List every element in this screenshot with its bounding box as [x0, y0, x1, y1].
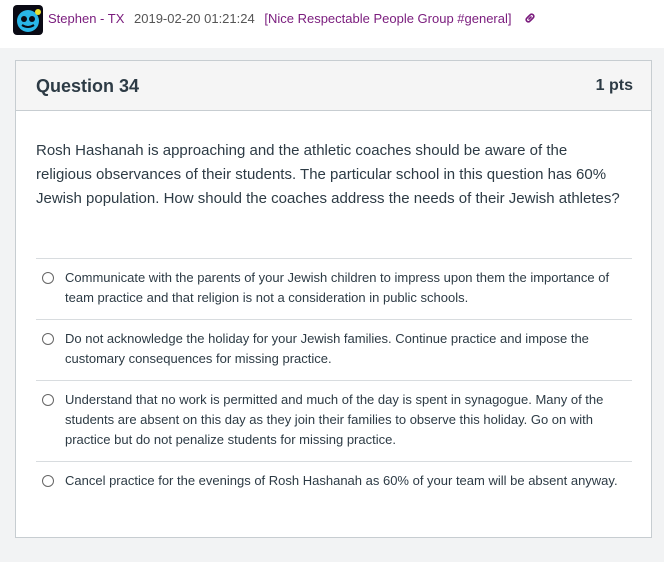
answer-label: Cancel practice for the evenings of Rosh Hashanah as 60% of your team will be absent anyway.: [65, 473, 618, 488]
radio-button[interactable]: [42, 272, 54, 284]
answer-label: Understand that no work is permitted and much of the day is spent in synagogue. Many of the students are absent on this day as they join their families to observe this holiday. Go on with practice but do not penalize students for missing practice.: [65, 392, 604, 447]
answer-option[interactable]: [36, 380, 632, 461]
radio-button[interactable]: [42, 333, 54, 345]
message-header: [0, 0, 664, 48]
answer-label: Do not acknowledge the holiday for your Jewish families. Continue practice and impose the customary consequences for missing practice.: [65, 331, 589, 366]
radio-button[interactable]: [42, 394, 54, 406]
author-name[interactable]: Stephen - TX: [48, 11, 125, 26]
question-text: Rosh Hashanah is approaching and the athletic coaches should be aware of the religious observances of their students. The particular school in this question has 60% Jewish population. How should the coaches address the needs of their Jewish athletes?: [36, 142, 620, 207]
question-points: 1 pts: [595, 77, 633, 94]
answer-label: Communicate with the parents of your Jewish children to impress upon them the importance of team practice and that religion is not a consideration in public schools.: [65, 270, 610, 305]
question-card: [15, 60, 652, 538]
avatar[interactable]: [13, 5, 43, 35]
answer-option[interactable]: [36, 258, 632, 319]
channel-link[interactable]: [Nice Respectable People Group #general]: [264, 11, 512, 26]
question-header: [16, 61, 651, 111]
question-title: Question 34: [36, 76, 140, 96]
timestamp: 2019-02-20 01:21:24: [134, 11, 255, 26]
answer-option[interactable]: [36, 319, 632, 380]
radio-button[interactable]: [42, 475, 54, 487]
message-meta: [48, 11, 537, 28]
link-icon[interactable]: [523, 11, 537, 28]
answer-option[interactable]: [36, 461, 632, 502]
answer-list: [36, 258, 632, 502]
